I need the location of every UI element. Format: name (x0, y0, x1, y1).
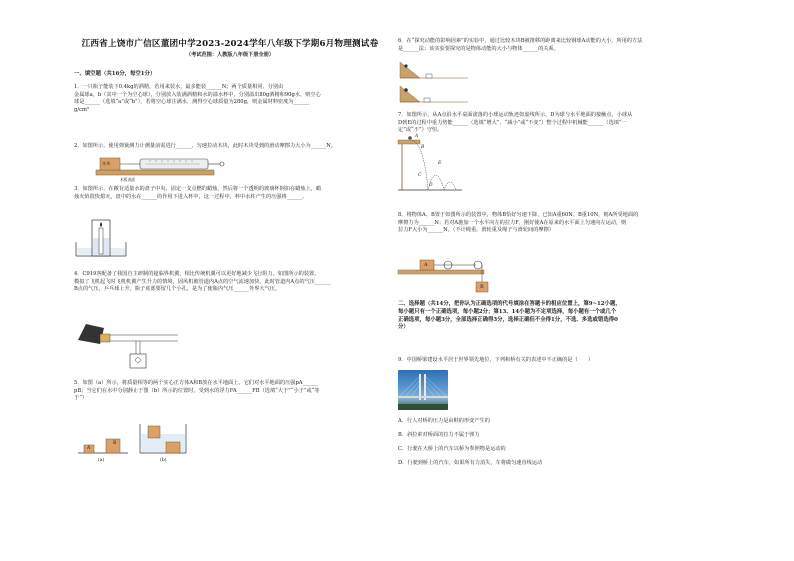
point-b-label: B (421, 145, 425, 150)
bridge-photo (398, 370, 448, 410)
option-c[interactable]: C．行驶在大桥上的汽车以桥为参照物是运动的 (398, 446, 506, 452)
figure-spring-scale (96, 153, 246, 179)
cube-a-label: A (87, 446, 91, 451)
question-8: 8．将物体A、B置于如图所示的装置中，物体B恰好匀速下降，已知A重60N、B重10N，则A所受地面的 摩擦力为______N；若对A施加一个水平向左的拉力F，刚好使A在原来的水平面上匀速向左运动，则 拉力F大小为______N。（不计绳重，滑轮重及绳子与滑轮间的摩擦） (398, 212, 639, 234)
point-c-label: C (418, 173, 422, 178)
candle-shape (99, 228, 103, 254)
question-6: 6．在“探究动能的影响因素”的实验中，通过比较木块B被推移的距离来比较钢球A动能的大小，所用的方法 是______法；该实验要探究的是物体动能的大小与物体______的关系。 (398, 38, 643, 52)
question-3: 3．如图所示，在敞有适量水的盘子中央，固定一支点燃的蜡烛，然后将一个透明的玻璃杯倒扣在蜡烛上，蜡 烛火焰很快熄灭，盘中的水在______的作用下进入杯中，这一过程中，杯中水柱产生的压强将______。 (74, 186, 322, 200)
caption-b: (b) (160, 458, 167, 463)
option-a[interactable]: A．行人对桥的压力是由鞋的形变产生的 (398, 418, 490, 424)
object-a-label: A (424, 262, 428, 268)
figure-wing-tube (74, 314, 186, 372)
figure-candle-glass (74, 212, 134, 260)
board-shape (96, 170, 214, 175)
page-title: 江西省上饶市广信区董团中学2023-2024学年八年级下学期6月物理测试卷 (81, 39, 379, 49)
block-label: 木块 (102, 161, 111, 166)
option-d[interactable]: D．行驶到桥上的汽车，如果所有力消失，车将做匀速直线运动 (398, 460, 543, 466)
figure-ramps (398, 60, 478, 106)
point-e-label: E (438, 161, 442, 166)
question-9: 9．中国桥梁建设水平居于世界领先地位，下列和桥有关的表述中不正确的是（ ） (398, 357, 594, 363)
section-1-heading: 一、填空题（共16分，每空1分） (74, 71, 156, 77)
question-1: 1．一只瓶子能装下0.4kg的酒精，若用来装水，最多能装______N；两个质量相同、分别由 金属球a，b（其中一个为空心球），分别放入装满酒精和水的溢水杯中，分别溢出80g酒精和90g水，则空心 球是______（选填“a”或“b”），若将空心球注满水，测得空心球质量为280g，则金属材料密度为______ g/cm³ (74, 84, 321, 113)
point-a-label: A (415, 134, 419, 139)
question-2: 2．如图所示，使用弹簧测力计测量前需进行______，匀速拉动木块，此时木块受到的滑动摩擦力大小为______N。 (74, 143, 337, 149)
exam-scope: （考试范围：人教版八年级下册全册） (185, 52, 275, 58)
object-b-label: B (480, 284, 484, 290)
section-2-heading: 二、选择题（共14分，把你认为正确选项的代号填涂在答题卡的相应位置上，第9~12小题， 每小题只有一个正确选项，每小题2分；第13、14小题为不定项选择，每小题有一个或几个 正确选项，每小题3分，全部选择正确得3分，选择正确但不全得1分，不选、多选或错选得0 分） (398, 301, 621, 331)
cube-b-label: B (113, 441, 117, 446)
board-label: 木板表面 (120, 177, 136, 182)
point-d-label: D (429, 183, 433, 188)
question-7: 7．如图所示，从A点沿水平桌面滚落的小球运动轨迹如虚线所示，D为球与水平地面的接触点，小球从 D到E的过程中重力势能______（选填“增大”、“减小”或“不变”）整个过程中机械能______（选填“一 定”或“不”）守恒。 (398, 112, 633, 134)
option-b[interactable]: B．斜拉索对桥面的拉力不属于弹力 (398, 432, 480, 438)
figure-cubes (78, 422, 198, 456)
surface-shape (398, 270, 484, 274)
question-4: 4．C919客配备了我国自主研制的超临界机翼，相比传统机翼可以更好地减少飞行阻力。如图所示的装置， 模拟了飞机起飞时飞机机翼产生升力的情境，固风机被管道内A点的空气流速加快，此时管道内A点的气压______ B点的气压，乒乓球上升，瓶子底部要留几个小孔，是为了使瓶内气压______外界大气压。 (74, 271, 331, 293)
question-5: 5．如图（a）所示，将质量相等的两个实心正方体A和B放在水平地面上，它们对水平地面的压强pA______ pB；当它们在水中分别静止于图（b）所示的位置时，受到水的浮力FA______FB（选填“大于”“小于”或“等 于”） (74, 380, 320, 402)
caption-a: (a) (98, 458, 105, 463)
figure-pulley (398, 254, 494, 300)
